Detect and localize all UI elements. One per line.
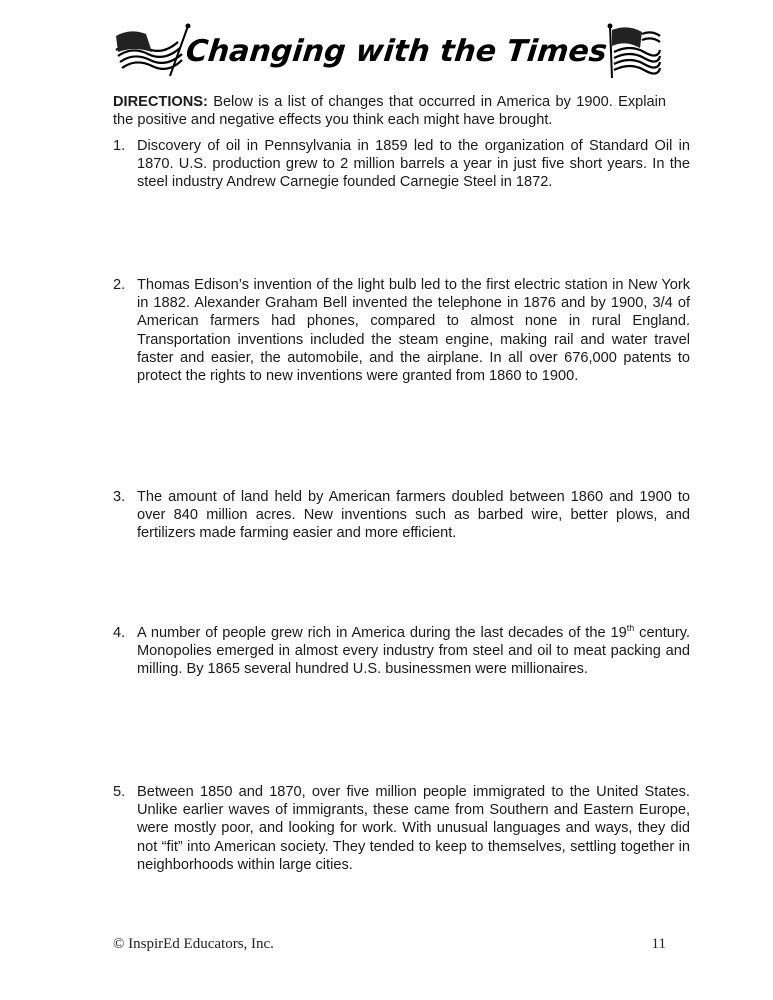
item-number: 5. — [113, 784, 126, 800]
page-title: Changing with the Times — [184, 34, 609, 69]
item-text: Thomas Edison’s invention of the light bulb led to the first electric station in New York in 1882. Alexander Graham Bell invented the telephone in 1876 and by 1900, 3/4 of American farmers had phones, compared to almost none in rural England. Transportation inventions included the steam engine, making rail and water travel faster and easier, the automobile, and the airplane. In all over 676,000 patents to protect the rights to new inventions were granted from 1860 to 1900. — [137, 277, 690, 385]
worksheet-content — [113, 93, 690, 873]
item-number: 4. — [113, 625, 126, 641]
list-item — [113, 488, 690, 543]
item-text-after: century. Monopolies emerged in almost every industry from steel and oil to meat packing and milling. By 1865 several hundred U.S. businessmen were millionaires. — [137, 625, 690, 678]
directions-text: Below is a list of changes that occurred in America by 1900. Explain the positive and negative effects you think each might have brought. — [113, 94, 666, 129]
ordinal-superscript: th — [626, 623, 635, 634]
directions-label: DIRECTIONS: — [113, 94, 208, 110]
item-number: 3. — [113, 489, 126, 505]
item-text: Between 1850 and 1870, over five million people immigrated to the United States. Unlike earlier waves of immigrants, these came from Southern and Eastern Europe, were mostly poor, and looking for work. With unusual languages and ways, they did not “fit” into American society. They tended to keep to themselves, settling together in neighborhoods within large cities. — [137, 784, 690, 873]
item-text: The amount of land held by American farmers doubled between 1860 and 1900 to over 840 million acres. New inventions such as barbed wire, better plows, and fertilizers made farming easier and more efficient. — [137, 489, 690, 542]
list-item — [113, 137, 690, 192]
list-item — [113, 783, 690, 874]
page-footer — [113, 936, 666, 956]
item-text-before: A number of people grew rich in America during the last decades of the 19 — [137, 625, 627, 641]
american-flag-icon — [602, 22, 662, 80]
american-flag-icon — [112, 22, 192, 78]
list-item — [113, 276, 690, 385]
copyright-notice: © InspirEd Educators, Inc. — [113, 936, 274, 952]
page-number: 11 — [651, 936, 666, 952]
item-number: 1. — [113, 138, 126, 154]
worksheet-header — [112, 18, 662, 80]
list-item — [113, 624, 690, 679]
directions — [113, 93, 666, 129]
item-number: 2. — [113, 277, 126, 293]
item-text: Discovery of oil in Pennsylvania in 1859 led to the organization of Standard Oil in 1870. U.S. production grew to 2 million barrels a year in just five short years. In the steel industry Andrew Carnegie founded Carnegie Steel in 1872. — [137, 138, 690, 191]
